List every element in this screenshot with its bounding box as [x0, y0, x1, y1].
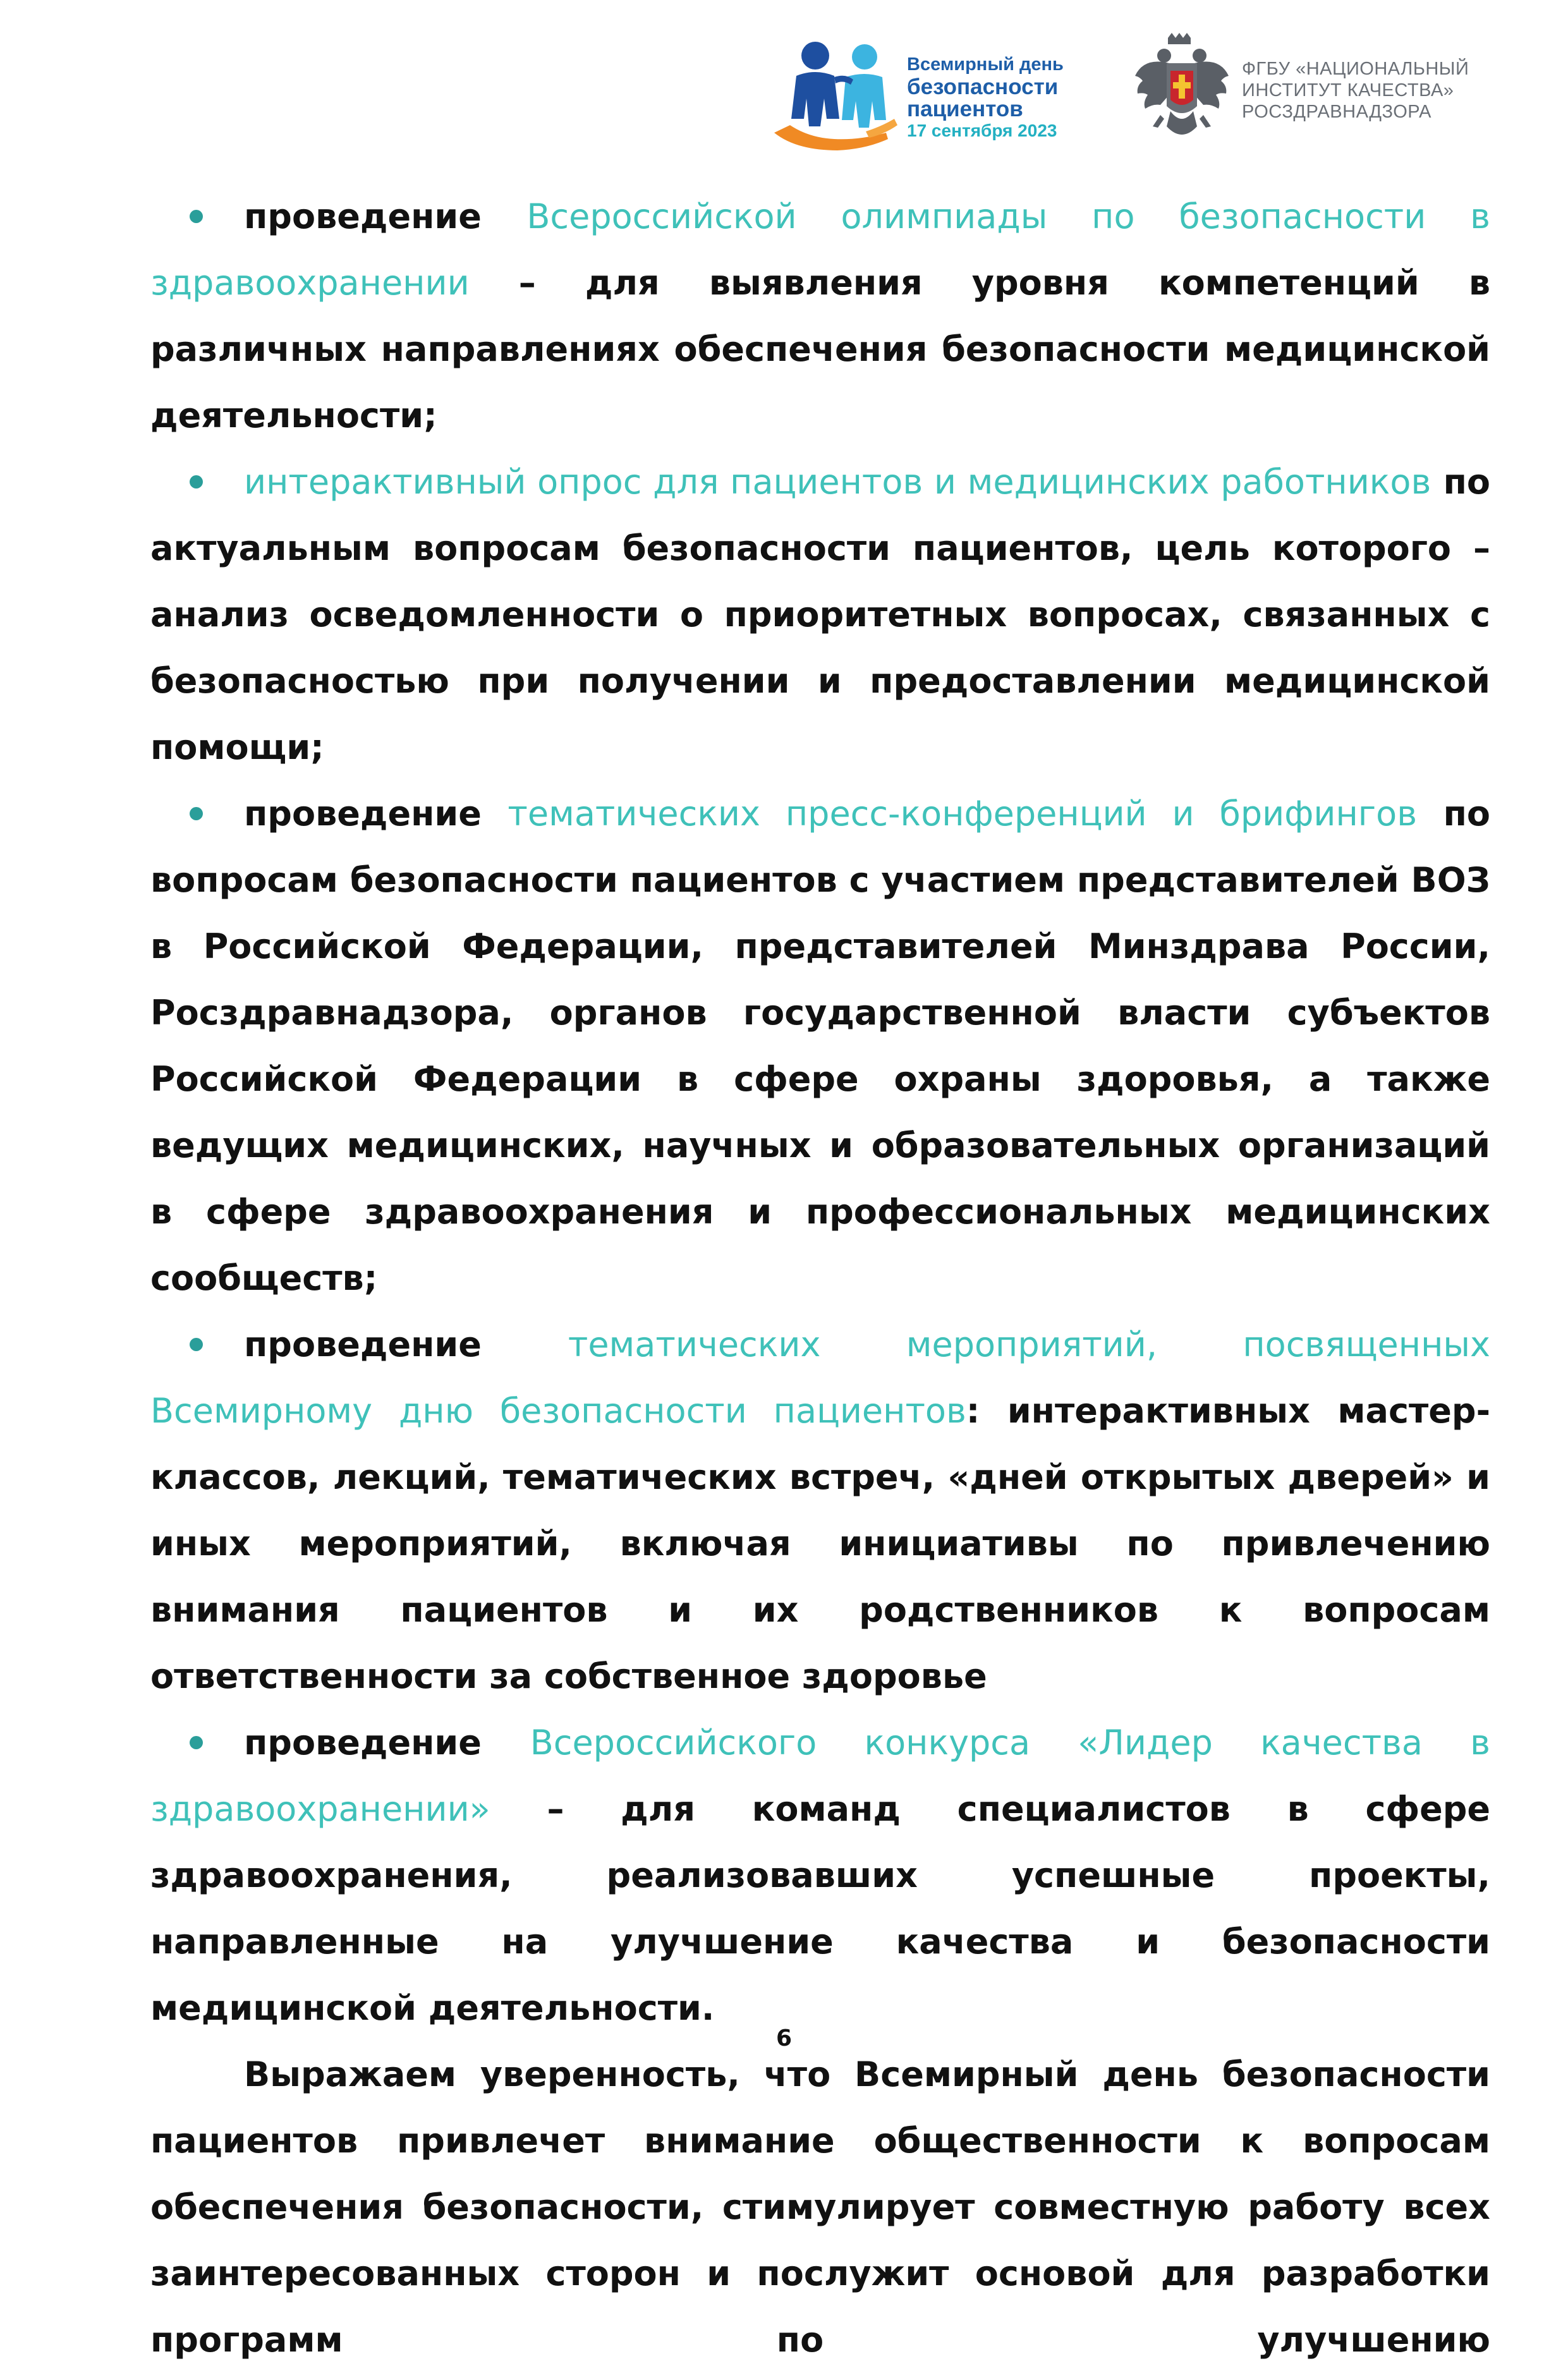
bullet-dot-icon: [190, 475, 203, 489]
bullet-dot-icon: [190, 1736, 203, 1749]
bullet-lead: проведение: [244, 794, 508, 834]
bullet-item: [150, 1709, 1490, 2041]
bullet-highlight: интерактивный опрос для пациентов и медицинских работников: [244, 462, 1431, 502]
nik-logo-line3: РОСЗДРАВНАДЗОРА: [1242, 102, 1432, 122]
bullet-highlight: тематических мероприятий, посвященных Всемирному дню безопасности пациентов: [150, 1325, 1490, 1431]
bullet-highlight: тематических пресс-конференций и брифингов: [507, 794, 1418, 834]
world-patient-safety-day-logo: [771, 38, 1087, 152]
page-header: [771, 32, 1529, 152]
bullet-dot-icon: [190, 1338, 203, 1351]
closing-paragraph: Выражаем уверенность, что Всемирный день безопасности пациентов привлечет внимание общественности к вопросам обеспечения безопасности, стимулирует совместную работу всех заинтересованных сторон и послужит основой для разработки программ по улучшению: [150, 2054, 1490, 2360]
bullet-tail: – для команд специалистов в сфере здравоохранения, реализовавших успешные проекты, направленные на улучшение качества и безопасности медицинской деятельности.: [150, 1789, 1490, 2028]
page-number: 6: [775, 2025, 793, 2051]
bullet-tail: по вопросам безопасности пациентов с участием представителей ВОЗ в Российской Федерации, представителей Минздрава России, Росздравнадзора, органов государственной власти субъектов Российской Федерации в сфере охраны здоровья, а также ведущих медицинских, научных и образовательных организаций в сфере здравоохранения и профессиональных медицинских сообществ;: [150, 794, 1490, 1298]
bullet-item: [150, 780, 1490, 1311]
bullet-highlight: Всероссийской олимпиады по безопасности в здравоохранении: [150, 197, 1491, 303]
wsd-logo-date: 17 сентября 2023: [907, 121, 1057, 140]
nik-logo-line2: ИНСТИТУТ КАЧЕСТВА»: [1242, 80, 1454, 100]
bullet-lead: проведение: [244, 197, 527, 236]
national-quality-institute-logo: [1131, 32, 1536, 152]
bullet-tail: – для выявления уровня компетенций в различных направлениях обеспечения безопасности медицинской деятельности;: [150, 263, 1490, 435]
double-headed-eagle-emblem-icon: [1131, 32, 1232, 152]
bullet-item: [150, 183, 1490, 449]
wsd-logo-line3: пациентов: [907, 97, 1023, 121]
bullet-item: [150, 1311, 1490, 1709]
bullet-item: [150, 449, 1490, 780]
bullet-highlight: Всероссийского конкурса «Лидер качества в здравоохранении»: [150, 1723, 1490, 1829]
bullet-lead: проведение: [244, 1723, 530, 1763]
bullet-lead: проведение: [244, 1325, 568, 1364]
bullet-tail: по актуальным вопросам безопасности пациентов, цель которого – анализ осведомленности о приоритетных вопросах, связанных с безопасностью при получении и предоставлении медицинской помощи;: [150, 462, 1490, 767]
bullet-tail: : интерактивных мастер-классов, лекций, тематических встреч, «дней открытых дверей» и иных мероприятий, включая инициативы по привлечению внимания пациентов и их родственников к вопросам ответственности за собственное здоровье: [150, 1391, 1490, 1696]
wsd-logo-line2: безопасности: [907, 75, 1059, 99]
nik-logo-line1: ФГБУ «НАЦИОНАЛЬНЫЙ: [1242, 59, 1469, 79]
bullet-dot-icon: [190, 210, 203, 223]
bullet-dot-icon: [190, 807, 203, 820]
patient-safety-people-icon: [771, 38, 907, 152]
wsd-logo-line1: Всемирный день: [907, 54, 1064, 75]
